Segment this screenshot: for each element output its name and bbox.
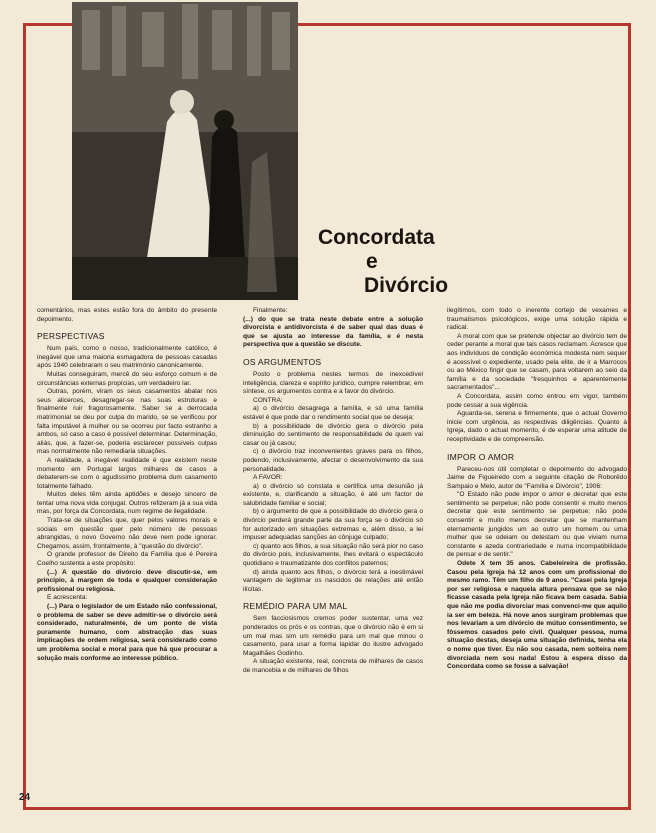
text-column-2 (243, 307, 423, 676)
wedding-photo (72, 2, 298, 300)
text-column-3 (447, 307, 627, 672)
paragraph: A FAVOR: (253, 474, 283, 482)
title-line-2: e (366, 250, 378, 273)
paragraph: Outras, porém, viram os seus casamentos abalar nos seus alicerces, desagregar-se nas suas estruturas e finalmente ruir fragorosamente. Saber se a derrocada matrimonial se deu por culpa do marido, se se verificou por falta imputável à mulher ou se ocorreu por facto estranho a ambos, só caso a caso é possível determinar. Determinação, aliás, que, a fazer-se, poderia esclarecer possíveis culpas mas normalmente não remediaria situações. (37, 388, 217, 456)
paragraph: Aguarda-se, serena e firmemente, que o actual Governo inicie com urgência, as respectivas diligências. Quanto à Igreja, dado o actual momento, é de esperar uma atitude de receptividade e de compreensão. (447, 410, 627, 443)
paragraph: Muitas conseguiram, mercê do seu esforço comum e de circunstâncias externas propícias, um verdadeiro lar. (37, 370, 217, 387)
paragraph: c) quanto aos filhos, a sua situação não será pior no caso do divórcio pois, inclusivamente, lhes evitará o espectáculo quotidiano e traumatizante dos conflitos paternos; (243, 542, 423, 568)
section-heading: PERSPECTIVAS (37, 331, 105, 342)
paragraph: comentários, mas estes estão fora do âmbito do presente depoimento. (37, 307, 217, 323)
paragraph: CONTRA: (253, 396, 283, 404)
paragraph: "O Estado não pode impor o amor e decretar que este sentimento se perpetue; não pode consentir e muito menos decretar que este sentimento se perpetue; não pode consentir e muito menos decretar que se mantenham eternamente jungidos um ao outro um homem ou uma mulher que se odeiam ou detestam ou que viviam numa constante e azeda contrariedade e numa incompatibilidade de pensar e de sentir." (447, 491, 627, 559)
article-title (318, 226, 478, 298)
paragraph: Muitos deles têm ainda aptidões e desejo sincero de tentar uma nova vida conjugal. Outros refizeram já a sua vida mas, por força da Concordata, num regime de ilegalidade. (37, 491, 217, 516)
paragraph: O grande professor de Direito da Família que é Pereira Coelho sustenta a este propósito: (37, 551, 217, 568)
section-heading: IMPOR O AMOR (447, 451, 515, 462)
paragraph: ilegítimos, com todo o inerente cortejo de vexames e traumatismos psicológicos, exige uma solução rápida e radical. (447, 307, 627, 332)
paragraph: a) o divórcio desagrega a família, e só uma família estável é que pode dar o rendimento social que se deseja; (243, 405, 423, 421)
paragraph: (...) do que se trata neste debate entre a solução divorcista e antidivorcista é de saber qual das duas é que se ajusta ao interesse da família, e é nesta perspectiva que a questão se discute. (243, 315, 423, 349)
section-heading: REMÉDIO PARA UM MAL (243, 601, 348, 612)
paragraph: Sem facciosismos cremos poder sustentar, uma vez ponderados os prós e os contras, que o divórcio não é em si um mal mas sim um remédio para um mal que minou o casamento, para usar a forma lapidar do ilustre advogado Magalhães Godinho. (243, 615, 423, 657)
paragraph: A moral com que se pretende objectar ao divórcio tem de ceder perante a moral que tais casos reclamam. Acresce que aos indivíduos de condição económica modesta nem sequer é acessível o expediente, usado pela elite, de ir a Marrocos ou ao México fingir que se casam, para voltarem ao seio da família e da sociedade "fresquinhos e aparentemente sacramentados"... (447, 332, 627, 392)
title-line-1: Concordata (318, 226, 435, 249)
paragraph: a) o divórcio só constata e certifica uma desunião já existente, e, clarificando a situação, é até um factor de salubridade familiar e social; (243, 482, 423, 507)
paragraph: A situação existente, real, concreta de milhares de casos de mancebia e de milhares de filhos (243, 658, 423, 674)
paragraph: d) ainda quanto aos filhos, o divórcio terá a inestimável vantagem de legitimar os nascidos de relações até então ilícitas. (243, 568, 423, 593)
paragraph: Odete X tem 35 anos. Cabeleireira de profissão. Casou pela Igreja há 12 anos com um profissional do mesmo ramo. Têm um filho de 9 anos. "Casei pela Igreja por ser religiosa e naquela altura pensava que se não ficasse casada pela Igreja não ficava bem casada. Sabia que não me podia divorciar mas convenci-me que aquilo ia ser em beleza. Há nove anos surgiram problemas que nos levariam a um divórcio de mútuo consentimento, se fôssemos casados pelo civil. Qualquer pessoa, numa situação destas, deseja uma situação definida, tenha ela o nome que tiver. Eu não sou casada, nem solteira nem divorciada nem sou nada! Estou à espera disso da Concordata como se fosse a salvação! (447, 560, 627, 671)
paragraph: Posto o problema nestes termos de inexcedível inteligência, clareza e espírito jurídico, cumpre relembrar, em síntese, os argumentos contra e a favor do divórcio. (243, 370, 423, 396)
text-column-1 (37, 307, 217, 663)
paragraph: b) a possibilidade de divórcio gera o divórcio pela diminuição do sentimento de responsabilidade de quem vai casar ou já casou; (243, 422, 423, 447)
paragraph: b) o argumento de que a possibilidade do divórcio gera o divórcio perderá grande parte da sua força se o divórcio só for autorizado em situações extremas e, além disso, a lei impuser adequadas sanções ao cônjuge culpado; (243, 508, 423, 542)
paragraph: A Concordata, assim como entrou em vigor, também pode cessar a sua vigência. (447, 392, 627, 409)
paragraph: E acrescenta: (47, 594, 88, 602)
section-heading: OS ARGUMENTOS (243, 356, 322, 367)
paragraph: Pareceu-nos útil completar o depoimento do advogado Jaime de Figueiredo com a seguinte citação de Roborêdo Sampaio e Melo, autor de "Família e Divórcio", 1906: (447, 465, 627, 490)
paragraph: c) o divórcio traz inconvenientes graves para os filhos, podendo, inclusivamente, afectar o desenvolvimento da sua personalidade. (243, 448, 423, 473)
paragraph: Finalmente: (253, 307, 288, 314)
paragraph: (...) Para o legislador de um Estado não confessional, o problema de saber se deve admitir-se o divórcio será considerado, naturalmente, de um ponto de vista puramente humano, com abstracção das suas implicações de ordem religiosa, será considerado como um problema social e moral para que há que procurar a solução mais conforme ao interesse público. (37, 603, 217, 662)
page-number: 24 (19, 792, 31, 803)
title-line-3: Divórcio (364, 274, 449, 297)
paragraph: (...) A questão do divórcio deve discutir-se, em princípio, à margem de toda e qualquer consideração profissional ou religiosa. (37, 568, 217, 593)
paragraph: A realidade, a inegável realidade é que existem neste momento em Portugal largos milhares de casos a debaterem-se com o agudíssimo problema dum casamento totalmente falhado. (37, 456, 217, 490)
paragraph: Trata-se de situações que, quer pelos valores morais e sociais em questão quer pelo número de pessoas abrangidas, o novo Governo não deve nem pode ignorar. Chegamos, assim, frontalmente, à "questão do divórcio". (37, 517, 217, 550)
paragraph: Num país, como o nosso, tradicionalmente católico, é inegável que uma maioria esmagadora de pessoas casadas após 1940 celebraram o seu matrimónio canonicamente. (37, 345, 217, 370)
